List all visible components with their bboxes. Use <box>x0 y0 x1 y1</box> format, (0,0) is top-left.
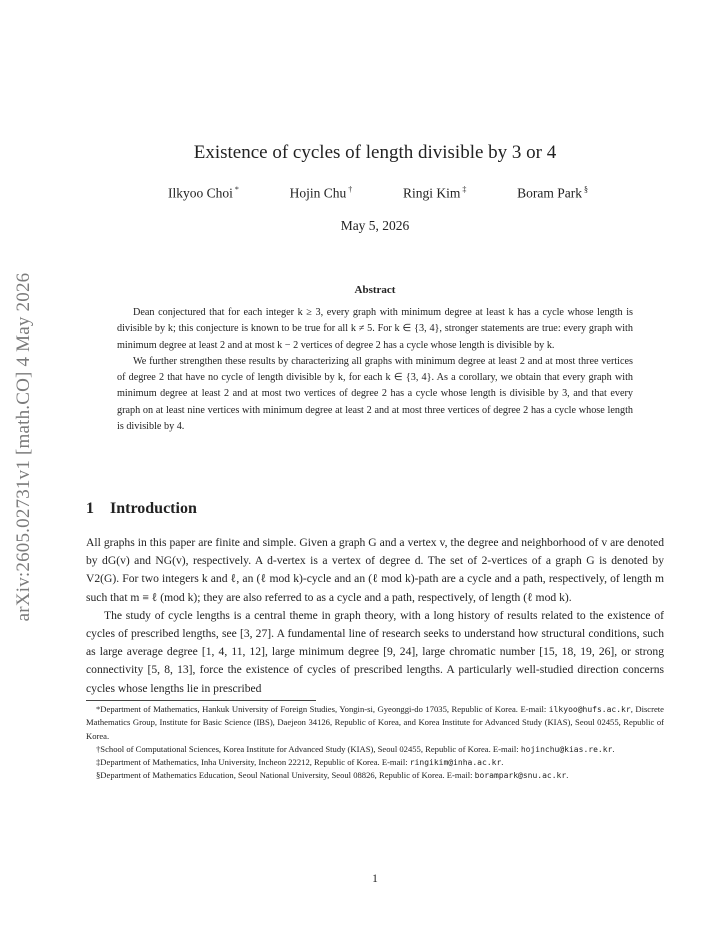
email-address: hojinchu@kias.re.kr <box>520 744 613 754</box>
footnote-text: *Department of Mathematics, Hankuk University of Foreign Studies, Yongin-si, Gyeonggi-do 17035, Republic of Korea. E-mail: <box>96 704 549 714</box>
author-name: Hojin Chu <box>289 185 347 201</box>
author <box>168 185 239 202</box>
author-list <box>168 185 588 202</box>
body-paragraph: All graphs in this paper are finite and simple. Given a graph G and a vertex v, the degree and neighborhood of v are denoted by dG(v) and NG(v), respectively. A d-vertex is a vertex of degree d. The set of 2-vertices of a graph G is denoted by V2(G). For two integers k and ℓ, an (ℓ mod k)-cycle and an (ℓ mod k)-path are a cycle and a path, respectively, of length m such that m ≡ ℓ (mod k); they are also referred to as a cycle and a path, respectively, of length (ℓ mod k). <box>86 536 664 604</box>
footnote-text: ‡Department of Mathematics, Inha University, Incheon 22212, Republic of Korea. E-mail: <box>96 757 410 768</box>
email-address: borampark@snu.ac.kr <box>474 771 567 781</box>
footnote-period: . <box>501 757 504 768</box>
abstract-paragraph: We further strengthen these results by characterizing all graphs with minimum degree at least 2 and at most three vertices of degree 2 that have no cycle of length divisible by k, for each k ∈ {3, 4}. As a corollary, we obtain that every graph with minimum degree at least 2 and at most two vertices of degree 2 has a cycle whose length is divisible by 3, and that every graph on at least nine vertices with minimum degree at least 2 and at most three vertices of degree 2 has a cycle whose length is divisible by 4. <box>117 355 633 433</box>
arxiv-identifier-stamp: arXiv:2605.02731v1 [math.CO] 4 May 2026 <box>13 272 34 622</box>
author-name: Boram Park <box>517 185 582 201</box>
introduction-body <box>86 534 664 698</box>
footnote-text: §Department of Mathematics Education, Seoul National University, Seoul 08826, Republic of Korea. E-mail: <box>96 770 475 781</box>
publication-date: May 5, 2026 <box>340 218 410 233</box>
author-name: Ringi Kim <box>403 185 461 201</box>
author-name: Ilkyoo Choi <box>168 185 233 201</box>
section-number: 1 <box>86 500 94 517</box>
footnote-text: , Discrete Mathematics Group, Institute for Basic Science (IBS), Daejeon 34126, Republic of Korea, and Korea Institute for Advanced Study (KIAS), Seoul 02455, Republic of Korea. <box>86 704 664 741</box>
email-address: ringikim@inha.ac.kr <box>409 758 502 768</box>
body-paragraph: The study of cycle lengths is a central theme in graph theory, with a long history of results related to the existence of cycles of prescribed lengths, see [3, 27]. A fundamental line of research seeks to understand how structural conditions, such as large average degree [1, 4, 11, 12], large minimum degree [9, 24], large chromatic number [15, 18, 19, 26], or strong connectivity [5, 8, 13], force the existence of cycles of prescribed lengths. A particularly well-studied direction concerns cycles whose lengths lie in prescribed <box>86 608 664 695</box>
footnote-divider <box>86 700 316 701</box>
abstract-body <box>117 305 633 435</box>
author-footnote-mark: † <box>348 185 353 194</box>
footnotes <box>86 703 664 783</box>
section-title: Introduction <box>110 500 197 517</box>
page-number: 1 <box>372 873 378 885</box>
footnote-affiliation <box>86 769 664 782</box>
footnote-period: . <box>566 770 569 781</box>
abstract-heading: Abstract <box>354 284 396 296</box>
author-footnote-mark: ‡ <box>462 185 467 194</box>
author-footnote-mark: § <box>584 185 588 194</box>
abstract-paragraph: Dean conjectured that for each integer k ≥ 3, every graph with minimum degree at least k has a cycle whose length is divisible by k; this conjecture is known to be true for all k ≠ 5. For k ∈ {3, 4}, stronger statements are true: every graph with minimum degree at least 2 and at most k − 2 vertices of degree 2 has a cycle whose length is divisible by k. <box>117 307 633 351</box>
footnote-affiliation <box>86 703 664 743</box>
section-heading <box>86 500 197 518</box>
footnote-text: †School of Computational Sciences, Korea Institute for Advanced Study (KIAS), Seoul 02455, Republic of Korea. E-mail: <box>96 743 521 754</box>
footnote-affiliation <box>86 756 664 769</box>
footnote-period: . <box>612 743 615 754</box>
email-address: ilkyoo@hufs.ac.kr <box>548 705 631 714</box>
author <box>403 185 466 202</box>
author <box>517 185 588 202</box>
footnote-affiliation <box>86 743 664 756</box>
author <box>290 185 353 202</box>
paper-title: Existence of cycles of length divisible by 3 or 4 <box>193 142 557 163</box>
author-footnote-mark: * <box>234 185 239 194</box>
